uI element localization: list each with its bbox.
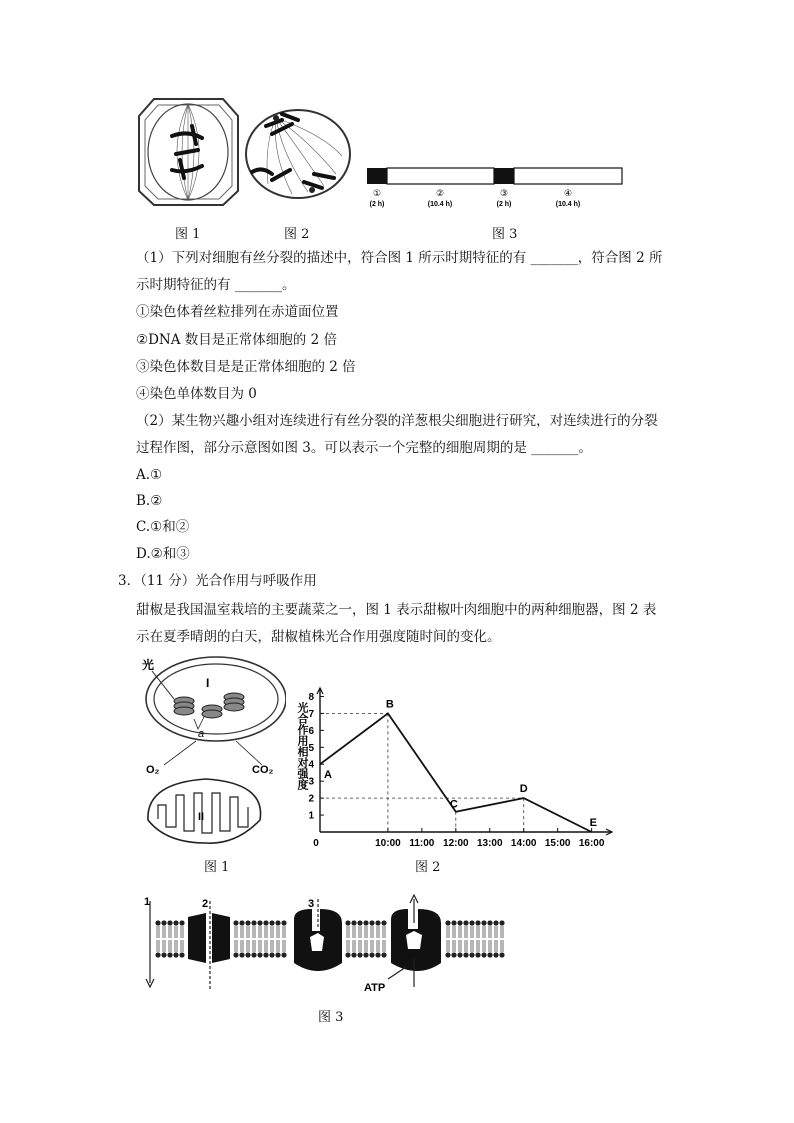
x-tick-label-4: 14:00 (510, 838, 537, 849)
lipid-head (167, 952, 172, 957)
lipid-head (345, 920, 350, 925)
lipid-head (161, 920, 166, 925)
lipid-head (257, 920, 262, 925)
lipid-head (463, 952, 468, 957)
lipid-head (381, 920, 386, 925)
lipid-tail (265, 926, 267, 938)
lipid-tail (501, 926, 503, 938)
lipid-tail (359, 926, 361, 938)
lipid-head (263, 920, 268, 925)
photosynthesis-chart (290, 680, 620, 850)
lipid-tail (181, 940, 183, 952)
lipid-tail (253, 940, 255, 952)
lipid-head (351, 920, 356, 925)
lipid-tail (465, 940, 467, 952)
lipid-tail (495, 926, 497, 938)
fig2-mitosis-anaphase (242, 104, 354, 204)
lipid-head (179, 920, 184, 925)
fig1-caption: 图 1 (175, 227, 201, 242)
lipid-tail (365, 926, 367, 938)
lipid-tail (241, 926, 243, 938)
point-label-e: E (589, 817, 597, 829)
lipid-tail (163, 940, 165, 952)
lipid-tail (265, 940, 267, 952)
lipid-head (263, 952, 268, 957)
lipid-tail (259, 926, 261, 938)
lipid-tail (277, 926, 279, 938)
lipid-head (475, 920, 480, 925)
label-light: 光 (142, 658, 155, 672)
lipid-tail (471, 926, 473, 938)
membrane-label-1: 1 (144, 896, 151, 908)
q1-line1: （1）下列对细胞有丝分裂的描述中，符合图 1 所示时期特征的有 _______，符合图 2 所 (136, 250, 663, 266)
membrane-label-3: 3 (308, 898, 315, 910)
lipid-tail (347, 940, 349, 952)
lipid-head (155, 952, 160, 957)
x-tick-label-0: 10:00 (375, 838, 401, 849)
lipid-tail (483, 940, 485, 952)
lipid-tail (383, 940, 385, 952)
lipid-tail (471, 940, 473, 952)
lipid-head (499, 952, 504, 957)
q2-option-d: D.②和③ (136, 546, 190, 562)
membrane-label-2: 2 (202, 898, 209, 910)
lipid-head (451, 920, 456, 925)
lipid-tail (169, 926, 171, 938)
lipid-tail (477, 940, 479, 952)
fig1-mitosis-metaphase (136, 96, 241, 208)
lipid-tail (253, 926, 255, 938)
lipid-tail (175, 940, 177, 952)
lipid-tail (465, 926, 467, 938)
lipid-head (161, 952, 166, 957)
lipid-tail (271, 926, 273, 938)
y-tick-label-1: 1 (308, 810, 314, 822)
bar-dur-3: (2 h) (496, 201, 512, 208)
lipid-tail (371, 926, 373, 938)
label-o2: O₂ (146, 764, 160, 776)
x-tick-label-6: 16:00 (578, 838, 605, 849)
bar-label-2: ② (435, 188, 445, 198)
lipid-head (469, 952, 474, 957)
lipid-tail (277, 940, 279, 952)
label-a: a (198, 728, 205, 740)
label-co2: CO₂ (252, 764, 274, 776)
lipid-head (173, 920, 178, 925)
lipid-tail (259, 940, 261, 952)
lipid-tail (365, 940, 367, 952)
bar-label-3: ③ (499, 188, 509, 198)
lipid-head (457, 920, 462, 925)
q3-line1: 甜椒是我国温室栽培的主要蔬菜之一，图 1 表示甜椒叶肉细胞中的两种细胞器，图 2 表 (136, 602, 657, 618)
lipid-tail (163, 926, 165, 938)
lipid-tail (157, 926, 159, 938)
x-tick-label-5: 15:00 (544, 838, 571, 849)
lipid-tail (283, 940, 285, 952)
lipid-tail (489, 940, 491, 952)
lipid-head (457, 952, 462, 957)
lipid-head (445, 952, 450, 957)
y-tick-label-4: 4 (308, 759, 314, 771)
lipid-tail (353, 926, 355, 938)
lipid-tail (241, 940, 243, 952)
lipid-head (487, 920, 492, 925)
lipid-head (345, 952, 350, 957)
bar-label-1: ① (372, 188, 382, 198)
lipid-head (451, 952, 456, 957)
bar-label-4: ④ (563, 188, 573, 198)
lipid-head (493, 920, 498, 925)
label-chloroplast: I (206, 676, 210, 690)
q2-option-c: C.①和② (136, 519, 190, 535)
lipid-head (369, 920, 374, 925)
fig-bottom-1-caption: 图 1 (204, 860, 230, 875)
y-tick-label-8: 8 (308, 691, 314, 703)
y-axis-label: 光合作用相对强度 (296, 702, 308, 790)
bar-dur-1: (2 h) (369, 201, 385, 208)
q3-line2: 示在夏季晴朗的白天，甜椒植株光合作用强度随时间的变化。 (136, 629, 501, 645)
lipid-head (233, 920, 238, 925)
bar-dur-2: (10.4 h) (427, 201, 453, 208)
lipid-head (275, 920, 280, 925)
fig3-cell-cycle-bar (365, 166, 627, 212)
lipid-tail (453, 926, 455, 938)
fig2-caption: 图 2 (284, 227, 310, 242)
origin-label: 0 (313, 838, 319, 849)
bar-dur-4: (10.4 h) (555, 201, 581, 208)
lipid-tail (175, 926, 177, 938)
q1-option-1: ①染色体着丝粒排列在赤道面位置 (136, 304, 339, 320)
lipid-head (375, 920, 380, 925)
lipid-tail (453, 940, 455, 952)
lipid-tail (459, 926, 461, 938)
fig3-caption: 图 3 (492, 227, 518, 242)
y-tick-label-3: 3 (308, 776, 314, 788)
lipid-head (245, 920, 250, 925)
lipid-tail (489, 926, 491, 938)
q2-option-b: B.② (136, 493, 163, 509)
lipid-head (245, 952, 250, 957)
lipid-head (167, 920, 172, 925)
lipid-head (239, 952, 244, 957)
x-tick-label-2: 12:00 (443, 838, 469, 849)
point-label-c: C (449, 798, 458, 811)
point-label-b: B (385, 698, 394, 711)
lipid-tail (235, 926, 237, 938)
lipid-tail (271, 940, 273, 952)
lipid-head (155, 920, 160, 925)
lipid-head (351, 952, 356, 957)
lipid-head (275, 952, 280, 957)
x-tick-label-3: 13:00 (476, 838, 503, 849)
lipid-tail (377, 926, 379, 938)
lipid-head (257, 952, 262, 957)
lipid-head (251, 952, 256, 957)
lipid-head (281, 920, 286, 925)
lipid-head (463, 920, 468, 925)
lipid-head (269, 920, 274, 925)
q2-option-a: A.① (136, 467, 163, 483)
lipid-tail (495, 940, 497, 952)
lipid-tail (371, 940, 373, 952)
fig-bottom-3-caption: 图 3 (318, 1010, 344, 1025)
lipid-head (179, 952, 184, 957)
y-tick-label-6: 6 (308, 725, 314, 737)
y-tick-label-2: 2 (308, 793, 314, 805)
lipid-tail (235, 940, 237, 952)
point-label-d: D (519, 783, 528, 796)
lipid-tail (377, 940, 379, 952)
lipid-tail (447, 940, 449, 952)
lipid-head (269, 952, 274, 957)
lipid-head (381, 952, 386, 957)
lipid-tail (447, 926, 449, 938)
lipid-head (375, 952, 380, 957)
lipid-head (357, 952, 362, 957)
lipid-head (445, 920, 450, 925)
lipid-head (251, 920, 256, 925)
lipid-tail (383, 926, 385, 938)
lipid-head (469, 920, 474, 925)
q2-line2: 过程作图，部分示意图如图 3。可以表示一个完整的细胞周期的是 _______。 (136, 440, 592, 456)
lipid-tail (157, 940, 159, 952)
lipid-tail (347, 926, 349, 938)
lipid-head (363, 920, 368, 925)
lipid-tail (353, 940, 355, 952)
lipid-head (281, 952, 286, 957)
membrane-label-atp: ATP (364, 982, 386, 994)
x-tick-label-1: 11:00 (409, 838, 435, 849)
lipid-head (499, 920, 504, 925)
lipid-tail (181, 926, 183, 938)
lipid-head (233, 952, 238, 957)
lipid-head (481, 920, 486, 925)
lipid-head (481, 952, 486, 957)
q3-title: 3．（11 分）光合作用与呼吸作用 (118, 573, 317, 589)
q1-option-4: ④染色单体数目为 0 (136, 386, 257, 402)
q1-option-3: ③染色体数目是是正常体细胞的 2 倍 (136, 359, 356, 375)
lipid-tail (247, 926, 249, 938)
fig-organelles (136, 655, 286, 855)
fig-membrane-transport (136, 893, 506, 997)
lipid-tail (477, 926, 479, 938)
lipid-head (239, 920, 244, 925)
q1-line2: 示时期特征的有 _______。 (136, 277, 296, 293)
label-mito: II (198, 811, 205, 823)
q2-line1: （2）某生物兴趣小组对连续进行有丝分裂的洋葱根尖细胞进行研究，对连续进行的分裂 (136, 413, 658, 429)
fig-bottom-2-caption: 图 2 (415, 860, 441, 875)
lipid-tail (459, 940, 461, 952)
lipid-head (475, 952, 480, 957)
lipid-tail (483, 926, 485, 938)
lipid-head (357, 920, 362, 925)
lipid-tail (359, 940, 361, 952)
lipid-head (173, 952, 178, 957)
y-tick-label-5: 5 (308, 742, 314, 754)
lipid-tail (283, 926, 285, 938)
lipid-head (363, 952, 368, 957)
lipid-head (493, 952, 498, 957)
lipid-head (487, 952, 492, 957)
y-tick-label-7: 7 (308, 708, 314, 720)
lipid-head (369, 952, 374, 957)
point-label-a: A (324, 769, 332, 782)
lipid-tail (169, 940, 171, 952)
lipid-tail (247, 940, 249, 952)
lipid-tail (501, 940, 503, 952)
q1-option-2: ②DNA 数目是正常体细胞的 2 倍 (136, 332, 337, 348)
